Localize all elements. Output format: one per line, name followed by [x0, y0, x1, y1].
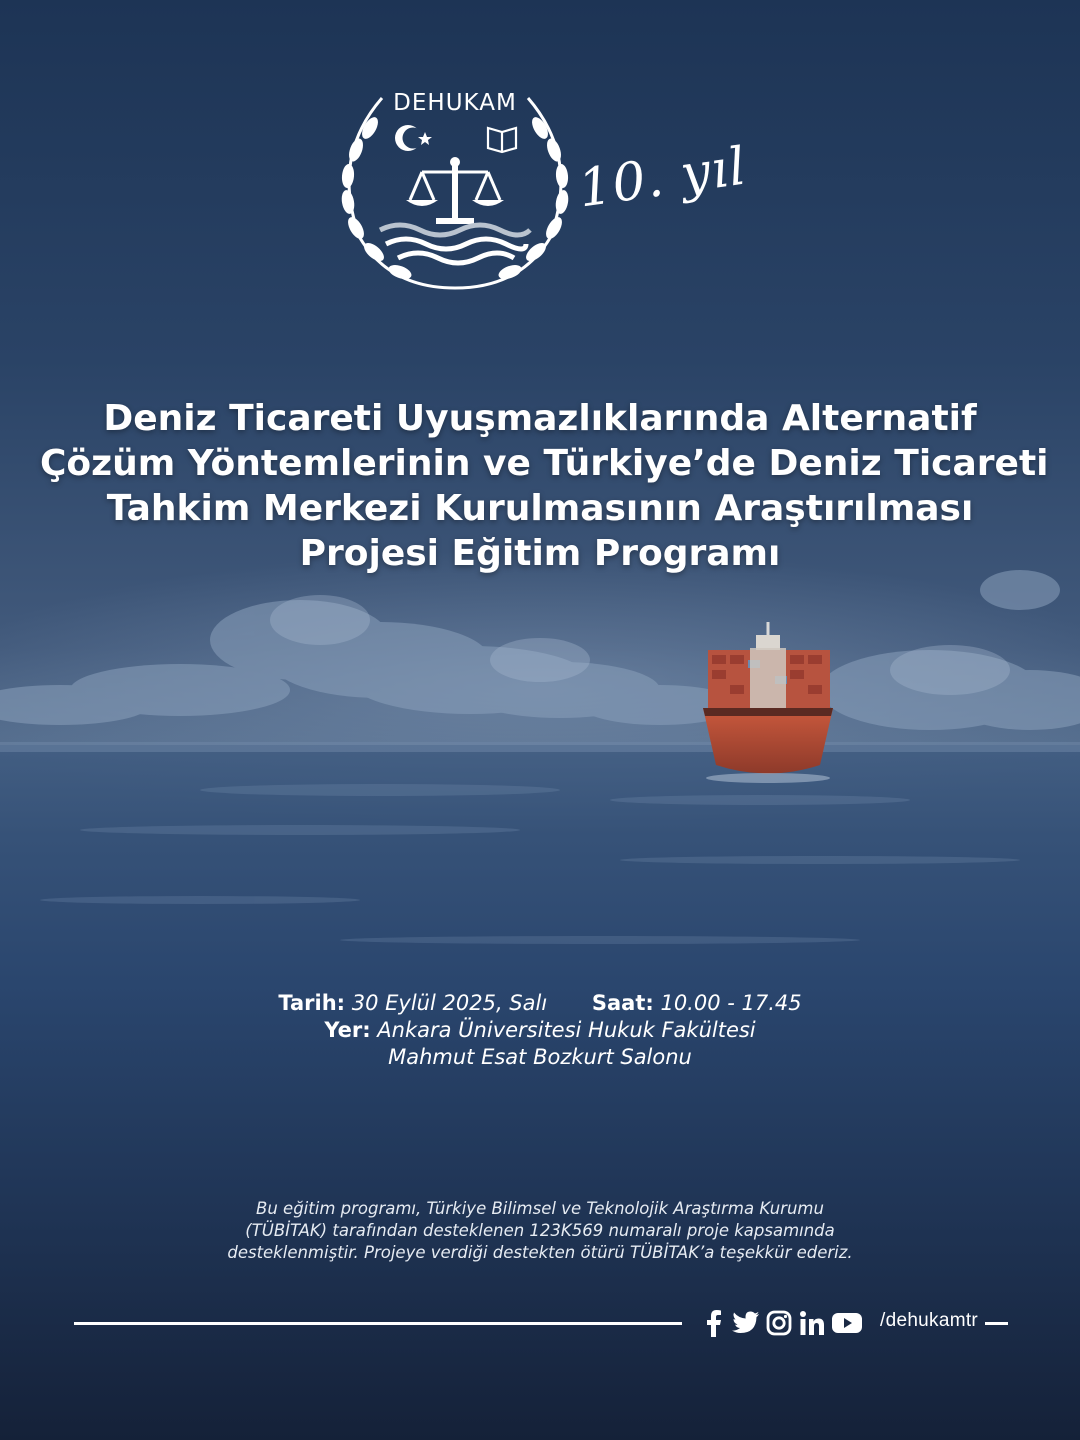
title-line: Deniz Ticareti Uyuşmazlıklarında Alternatif	[103, 398, 977, 439]
footer-divider-short	[985, 1322, 1008, 1325]
social-handle[interactable]: /dehukamtr	[880, 1310, 979, 1331]
title-line: Projesi Eğitim Programı	[299, 533, 781, 574]
time-label: Saat:	[591, 991, 654, 1015]
note-line: desteklenmiştir. Projeye verdiği destekten ötürü TÜBİTAK’a teşekkür ederiz.	[227, 1243, 853, 1262]
place-line	[140, 1017, 940, 1044]
laurel-scales-emblem	[330, 88, 580, 300]
youtube-icon[interactable]	[830, 1308, 864, 1338]
title-line: Tahkim Merkezi Kurulmasının Araştırılması	[106, 488, 974, 529]
support-note	[140, 1198, 940, 1264]
date-time-line	[140, 990, 940, 1017]
place-value: Ankara Üniversitesi Hukuk Fakültesi	[377, 1018, 756, 1042]
time-value: 10.00 - 17.45	[660, 991, 802, 1015]
title-line: Çözüm Yöntemlerinin ve Türkiye’de Deniz Ticareti	[40, 443, 1049, 484]
logo-wordmark: DEHUKAM	[393, 90, 517, 116]
note-line: Bu eğitim programı, Türkiye Bilimsel ve Teknolojik Araştırma Kurumu	[256, 1199, 824, 1218]
event-details	[140, 990, 940, 1071]
facebook-icon[interactable]	[698, 1308, 728, 1338]
dehukam-logo	[330, 88, 580, 300]
event-title	[40, 396, 1049, 576]
date-label: Tarih:	[278, 991, 346, 1015]
place-line-2: Mahmut Esat Bozkurt Salonu	[388, 1045, 692, 1069]
linkedin-icon[interactable]	[797, 1308, 827, 1338]
footer-divider	[74, 1322, 682, 1325]
date-value: 30 Eylül 2025, Salı	[351, 991, 548, 1015]
anniversary-script: 10. yıl	[574, 136, 751, 220]
social-links	[698, 1307, 867, 1339]
note-line: (TÜBİTAK) tarafından desteklenen 123K569 numaralı proje kapsamında	[245, 1221, 835, 1240]
twitter-icon[interactable]	[731, 1308, 761, 1338]
instagram-icon[interactable]	[764, 1308, 794, 1338]
place-label: Yer:	[324, 1018, 371, 1042]
